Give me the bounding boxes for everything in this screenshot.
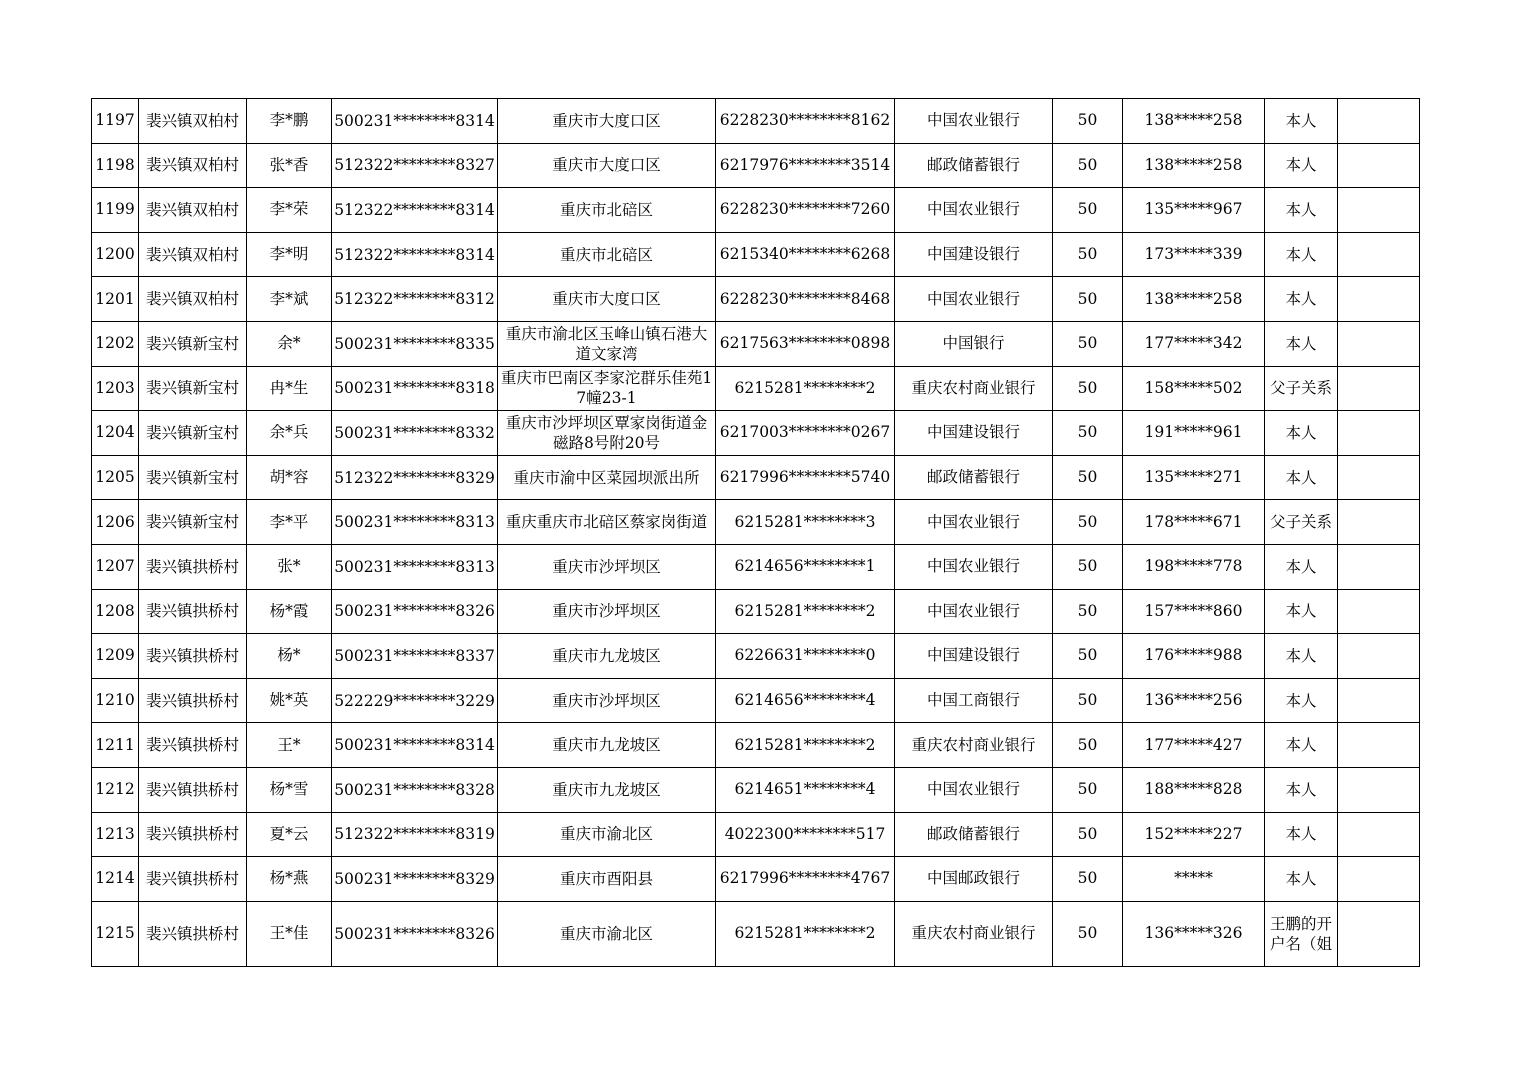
amount-cell: 50: [1053, 589, 1123, 634]
bank-name-cell: 中国农业银行: [895, 500, 1053, 545]
relation-cell: 王鹏的开户名（姐: [1265, 901, 1338, 966]
bank-name-cell: 中国农业银行: [895, 589, 1053, 634]
village-cell: 裴兴镇拱桥村: [139, 901, 247, 966]
address-cell: 重庆市九龙坡区: [498, 767, 716, 812]
table-row: [92, 232, 1420, 277]
bank-card-cell: 6215281********2: [716, 723, 895, 768]
phone-cell: 177*****342: [1123, 321, 1265, 366]
name-cell: 余*: [247, 321, 332, 366]
bank-card-cell: 6214651********4: [716, 767, 895, 812]
bank-card-cell: 6215281********2: [716, 901, 895, 966]
id-number-cell: 500231********8318: [332, 366, 498, 411]
bank-card-cell: 6226631********0: [716, 634, 895, 679]
table-row: [92, 500, 1420, 545]
row-number-cell: 1210: [92, 678, 139, 723]
phone-cell: 173*****339: [1123, 232, 1265, 277]
relation-cell: 本人: [1265, 232, 1338, 277]
amount-cell: 50: [1053, 500, 1123, 545]
relation-cell: 本人: [1265, 411, 1338, 456]
bank-card-cell: 6217563********0898: [716, 321, 895, 366]
amount-cell: 50: [1053, 411, 1123, 456]
phone-cell: 188*****828: [1123, 767, 1265, 812]
id-number-cell: 500231********8328: [332, 767, 498, 812]
bank-card-cell: 6228230********8162: [716, 99, 895, 144]
village-cell: 裴兴镇新宝村: [139, 366, 247, 411]
bank-card-cell: 6228230********7260: [716, 188, 895, 233]
amount-cell: 50: [1053, 321, 1123, 366]
address-cell: 重庆市沙坪坝区: [498, 678, 716, 723]
phone-cell: 158*****502: [1123, 366, 1265, 411]
table-row: [92, 544, 1420, 589]
village-cell: 裴兴镇拱桥村: [139, 544, 247, 589]
amount-cell: 50: [1053, 277, 1123, 322]
note-cell: [1338, 767, 1420, 812]
table-row: [92, 321, 1420, 366]
amount-cell: 50: [1053, 901, 1123, 966]
amount-cell: 50: [1053, 143, 1123, 188]
row-number-cell: 1213: [92, 812, 139, 857]
table-row: [92, 678, 1420, 723]
bank-name-cell: 重庆农村商业银行: [895, 901, 1053, 966]
id-number-cell: 500231********8337: [332, 634, 498, 679]
village-cell: 裴兴镇拱桥村: [139, 857, 247, 902]
relation-cell: 本人: [1265, 723, 1338, 768]
bank-name-cell: 中国农业银行: [895, 188, 1053, 233]
bank-name-cell: 中国建设银行: [895, 634, 1053, 679]
table-row: [92, 411, 1420, 456]
address-cell: 重庆市大度口区: [498, 99, 716, 144]
phone-cell: 177*****427: [1123, 723, 1265, 768]
name-cell: 李*平: [247, 500, 332, 545]
table-row: [92, 812, 1420, 857]
address-cell: 重庆市大度口区: [498, 277, 716, 322]
amount-cell: 50: [1053, 544, 1123, 589]
row-number-cell: 1215: [92, 901, 139, 966]
id-number-cell: 512322********8329: [332, 455, 498, 500]
name-cell: 张*香: [247, 143, 332, 188]
name-cell: 李*斌: [247, 277, 332, 322]
bank-name-cell: 重庆农村商业银行: [895, 723, 1053, 768]
relation-cell: 父子关系: [1265, 366, 1338, 411]
phone-cell: 136*****326: [1123, 901, 1265, 966]
row-number-cell: 1201: [92, 277, 139, 322]
relation-cell: 父子关系: [1265, 500, 1338, 545]
phone-cell: 191*****961: [1123, 411, 1265, 456]
row-number-cell: 1203: [92, 366, 139, 411]
phone-cell: 198*****778: [1123, 544, 1265, 589]
row-number-cell: 1197: [92, 99, 139, 144]
note-cell: [1338, 901, 1420, 966]
relation-cell: 本人: [1265, 812, 1338, 857]
village-cell: 裴兴镇双柏村: [139, 188, 247, 233]
table-row: [92, 188, 1420, 233]
bank-card-cell: 6215281********3: [716, 500, 895, 545]
bank-card-cell: 6215281********2: [716, 366, 895, 411]
village-cell: 裴兴镇新宝村: [139, 321, 247, 366]
relation-cell: 本人: [1265, 455, 1338, 500]
address-cell: 重庆市渝北区: [498, 901, 716, 966]
village-cell: 裴兴镇拱桥村: [139, 723, 247, 768]
village-cell: 裴兴镇拱桥村: [139, 634, 247, 679]
amount-cell: 50: [1053, 634, 1123, 679]
relation-cell: 本人: [1265, 678, 1338, 723]
id-number-cell: 512322********8312: [332, 277, 498, 322]
relation-cell: 本人: [1265, 188, 1338, 233]
id-number-cell: 512322********8319: [332, 812, 498, 857]
phone-cell: 136*****256: [1123, 678, 1265, 723]
phone-cell: 135*****967: [1123, 188, 1265, 233]
table-row: [92, 767, 1420, 812]
village-cell: 裴兴镇拱桥村: [139, 589, 247, 634]
address-cell: 重庆市北碚区: [498, 188, 716, 233]
bank-name-cell: 中国工商银行: [895, 678, 1053, 723]
relation-cell: 本人: [1265, 277, 1338, 322]
row-number-cell: 1199: [92, 188, 139, 233]
table-row: [92, 723, 1420, 768]
row-number-cell: 1205: [92, 455, 139, 500]
name-cell: 冉*生: [247, 366, 332, 411]
amount-cell: 50: [1053, 188, 1123, 233]
note-cell: [1338, 232, 1420, 277]
bank-name-cell: 中国农业银行: [895, 277, 1053, 322]
id-number-cell: 500231********8313: [332, 544, 498, 589]
relation-cell: 本人: [1265, 857, 1338, 902]
bank-card-cell: 6217003********0267: [716, 411, 895, 456]
address-cell: 重庆市沙坪坝区: [498, 589, 716, 634]
relation-cell: 本人: [1265, 99, 1338, 144]
relation-cell: 本人: [1265, 321, 1338, 366]
name-cell: 杨*燕: [247, 857, 332, 902]
bank-card-cell: 6228230********8468: [716, 277, 895, 322]
note-cell: [1338, 678, 1420, 723]
note-cell: [1338, 99, 1420, 144]
id-number-cell: 500231********8314: [332, 723, 498, 768]
note-cell: [1338, 143, 1420, 188]
name-cell: 王*: [247, 723, 332, 768]
village-cell: 裴兴镇新宝村: [139, 455, 247, 500]
note-cell: [1338, 455, 1420, 500]
table-row: [92, 366, 1420, 411]
village-cell: 裴兴镇双柏村: [139, 99, 247, 144]
id-number-cell: 512322********8314: [332, 232, 498, 277]
name-cell: 杨*雪: [247, 767, 332, 812]
relation-cell: 本人: [1265, 544, 1338, 589]
amount-cell: 50: [1053, 366, 1123, 411]
note-cell: [1338, 544, 1420, 589]
relation-cell: 本人: [1265, 143, 1338, 188]
id-number-cell: 500231********8326: [332, 589, 498, 634]
phone-cell: 178*****671: [1123, 500, 1265, 545]
address-cell: 重庆重庆市北碚区蔡家岗街道: [498, 500, 716, 545]
id-number-cell: 500231********8329: [332, 857, 498, 902]
bank-card-cell: 4022300********517: [716, 812, 895, 857]
address-cell: 重庆市九龙坡区: [498, 634, 716, 679]
address-cell: 重庆市北碚区: [498, 232, 716, 277]
id-number-cell: 500231********8332: [332, 411, 498, 456]
id-number-cell: 512322********8314: [332, 188, 498, 233]
amount-cell: 50: [1053, 99, 1123, 144]
row-number-cell: 1204: [92, 411, 139, 456]
table-row: [92, 99, 1420, 144]
bank-name-cell: 邮政储蓄银行: [895, 812, 1053, 857]
address-cell: 重庆市沙坪坝区: [498, 544, 716, 589]
id-number-cell: 500231********8326: [332, 901, 498, 966]
bank-card-cell: 6215340********6268: [716, 232, 895, 277]
bank-card-cell: 6215281********2: [716, 589, 895, 634]
id-number-cell: 500231********8313: [332, 500, 498, 545]
row-number-cell: 1208: [92, 589, 139, 634]
address-cell: 重庆市大度口区: [498, 143, 716, 188]
phone-cell: 152*****227: [1123, 812, 1265, 857]
bank-name-cell: 邮政储蓄银行: [895, 143, 1053, 188]
bank-name-cell: 中国邮政银行: [895, 857, 1053, 902]
bank-name-cell: 重庆农村商业银行: [895, 366, 1053, 411]
row-number-cell: 1198: [92, 143, 139, 188]
row-number-cell: 1211: [92, 723, 139, 768]
row-number-cell: 1206: [92, 500, 139, 545]
village-cell: 裴兴镇拱桥村: [139, 678, 247, 723]
bank-name-cell: 中国农业银行: [895, 544, 1053, 589]
relation-cell: 本人: [1265, 767, 1338, 812]
note-cell: [1338, 634, 1420, 679]
phone-cell: *****: [1123, 857, 1265, 902]
village-cell: 裴兴镇新宝村: [139, 500, 247, 545]
name-cell: 李*荣: [247, 188, 332, 233]
name-cell: 胡*容: [247, 455, 332, 500]
name-cell: 夏*云: [247, 812, 332, 857]
name-cell: 李*明: [247, 232, 332, 277]
note-cell: [1338, 321, 1420, 366]
row-number-cell: 1207: [92, 544, 139, 589]
table-row: [92, 857, 1420, 902]
note-cell: [1338, 857, 1420, 902]
table-row: [92, 143, 1420, 188]
address-cell: 重庆市巴南区李家沱群乐佳苑17幢23-1: [498, 366, 716, 411]
name-cell: 李*鹏: [247, 99, 332, 144]
table-body: [92, 99, 1420, 967]
note-cell: [1338, 188, 1420, 233]
bank-card-cell: 6217996********4767: [716, 857, 895, 902]
phone-cell: 138*****258: [1123, 277, 1265, 322]
id-number-cell: 500231********8335: [332, 321, 498, 366]
note-cell: [1338, 366, 1420, 411]
id-number-cell: 522229********3229: [332, 678, 498, 723]
note-cell: [1338, 723, 1420, 768]
id-number-cell: 500231********8314: [332, 99, 498, 144]
bank-card-cell: 6214656********1: [716, 544, 895, 589]
village-cell: 裴兴镇双柏村: [139, 143, 247, 188]
table-row: [92, 589, 1420, 634]
amount-cell: 50: [1053, 857, 1123, 902]
address-cell: 重庆市酉阳县: [498, 857, 716, 902]
name-cell: 姚*英: [247, 678, 332, 723]
name-cell: 余*兵: [247, 411, 332, 456]
bank-name-cell: 中国银行: [895, 321, 1053, 366]
address-cell: 重庆市渝北区: [498, 812, 716, 857]
relation-cell: 本人: [1265, 589, 1338, 634]
table-row: [92, 455, 1420, 500]
village-cell: 裴兴镇拱桥村: [139, 767, 247, 812]
note-cell: [1338, 589, 1420, 634]
address-cell: 重庆市渝北区玉峰山镇石港大道文家湾: [498, 321, 716, 366]
name-cell: 杨*霞: [247, 589, 332, 634]
phone-cell: 138*****258: [1123, 99, 1265, 144]
name-cell: 张*: [247, 544, 332, 589]
note-cell: [1338, 812, 1420, 857]
row-number-cell: 1200: [92, 232, 139, 277]
row-number-cell: 1212: [92, 767, 139, 812]
relation-cell: 本人: [1265, 634, 1338, 679]
bank-card-cell: 6214656********4: [716, 678, 895, 723]
table-row: [92, 277, 1420, 322]
village-cell: 裴兴镇拱桥村: [139, 812, 247, 857]
phone-cell: 138*****258: [1123, 143, 1265, 188]
village-cell: 裴兴镇双柏村: [139, 277, 247, 322]
amount-cell: 50: [1053, 767, 1123, 812]
name-cell: 杨*: [247, 634, 332, 679]
phone-cell: 157*****860: [1123, 589, 1265, 634]
address-cell: 重庆市渝中区菜园坝派出所: [498, 455, 716, 500]
amount-cell: 50: [1053, 678, 1123, 723]
bank-card-cell: 6217976********3514: [716, 143, 895, 188]
note-cell: [1338, 500, 1420, 545]
phone-cell: 135*****271: [1123, 455, 1265, 500]
amount-cell: 50: [1053, 455, 1123, 500]
row-number-cell: 1214: [92, 857, 139, 902]
id-number-cell: 512322********8327: [332, 143, 498, 188]
bank-name-cell: 中国建设银行: [895, 411, 1053, 456]
registry-table: [91, 98, 1420, 967]
table-row: [92, 901, 1420, 966]
note-cell: [1338, 411, 1420, 456]
name-cell: 王*佳: [247, 901, 332, 966]
bank-name-cell: 邮政储蓄银行: [895, 455, 1053, 500]
bank-name-cell: 中国农业银行: [895, 767, 1053, 812]
village-cell: 裴兴镇新宝村: [139, 411, 247, 456]
note-cell: [1338, 277, 1420, 322]
phone-cell: 176*****988: [1123, 634, 1265, 679]
amount-cell: 50: [1053, 723, 1123, 768]
row-number-cell: 1209: [92, 634, 139, 679]
amount-cell: 50: [1053, 232, 1123, 277]
bank-name-cell: 中国建设银行: [895, 232, 1053, 277]
bank-card-cell: 6217996********5740: [716, 455, 895, 500]
bank-name-cell: 中国农业银行: [895, 99, 1053, 144]
row-number-cell: 1202: [92, 321, 139, 366]
address-cell: 重庆市沙坪坝区覃家岗街道金磁路8号附20号: [498, 411, 716, 456]
village-cell: 裴兴镇双柏村: [139, 232, 247, 277]
table-row: [92, 634, 1420, 679]
address-cell: 重庆市九龙坡区: [498, 723, 716, 768]
amount-cell: 50: [1053, 812, 1123, 857]
